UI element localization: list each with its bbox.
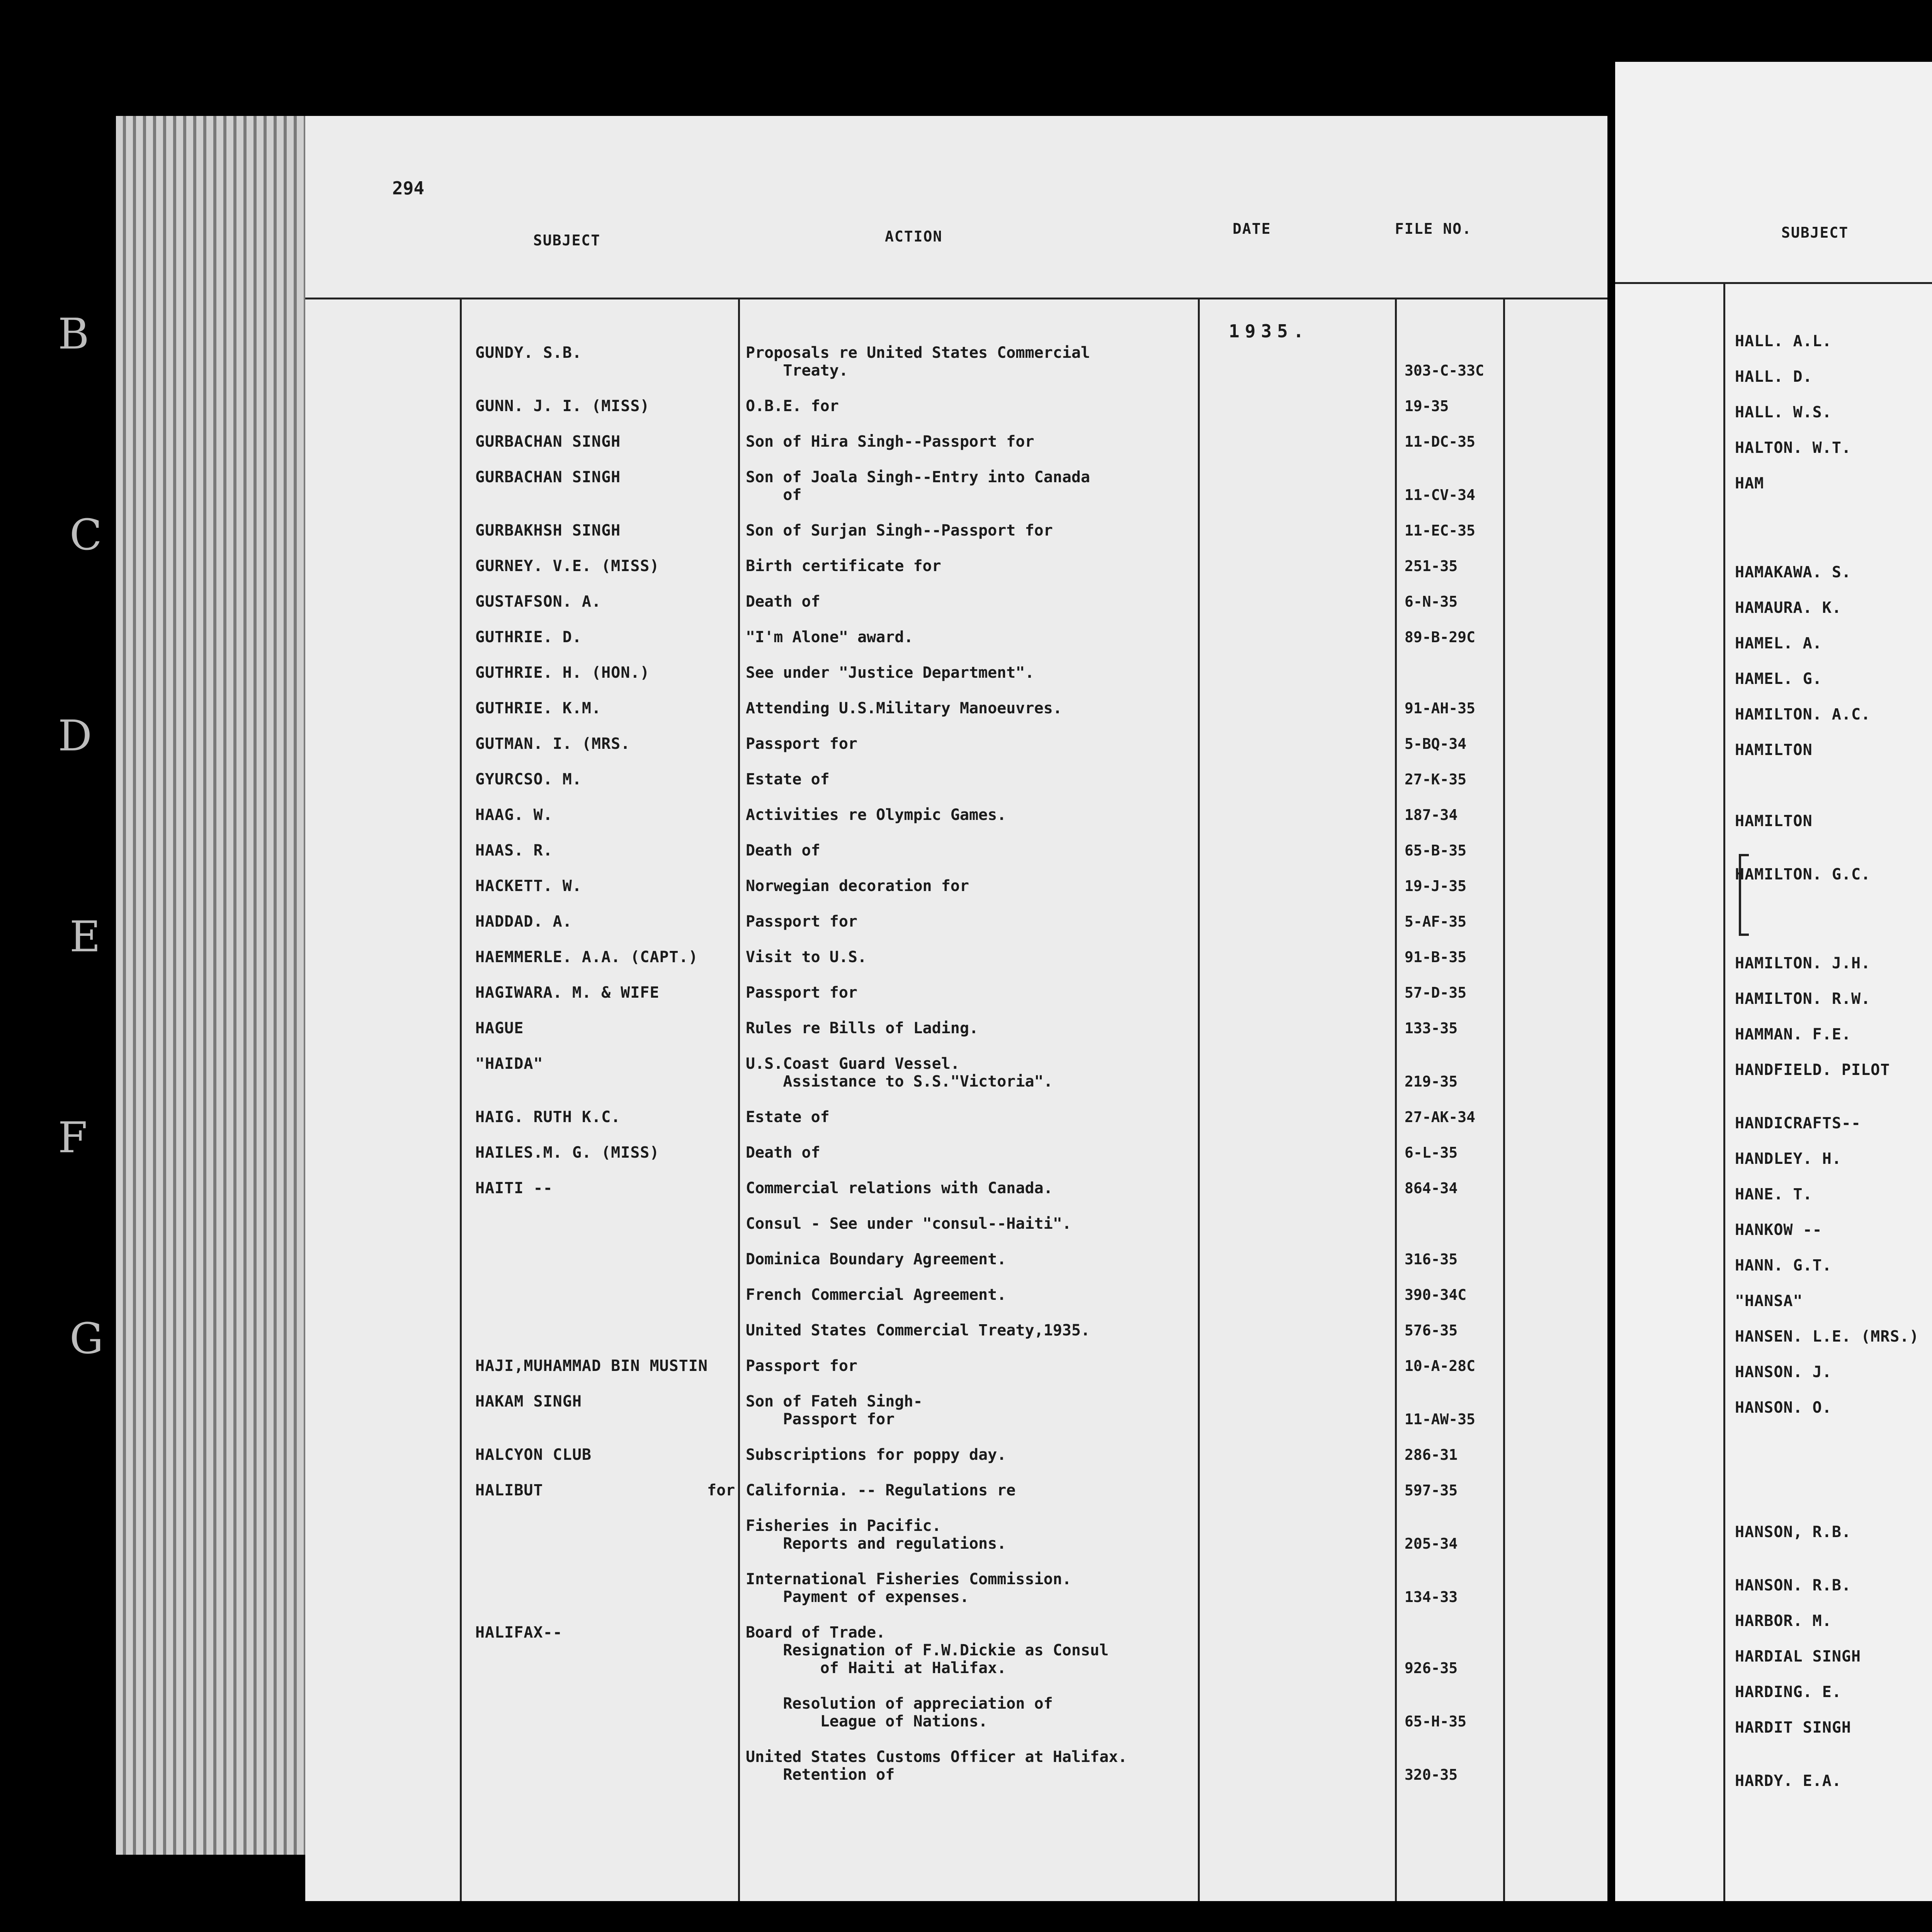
left-entry-subject: GURBACHAN SINGH xyxy=(475,433,621,451)
left-entry-file-no: 65-H-35 xyxy=(1405,1713,1467,1730)
left-page xyxy=(305,116,1607,1901)
left-entry-file-no: 27-AK-34 xyxy=(1405,1109,1476,1126)
right-entry-subject: HANDFIELD. PILOT xyxy=(1735,1061,1890,1079)
index-tab-letter: C xyxy=(70,510,102,560)
left-entry-file-no: 133-35 xyxy=(1405,1020,1458,1037)
left-entry-subject: HAITI -- xyxy=(475,1179,553,1197)
right-entry-subject: HAMILTON. G.C. xyxy=(1735,866,1871,883)
left-entry-subject: GUSTAFSON. A. xyxy=(475,593,602,611)
left-entry-file-no: 11-DC-35 xyxy=(1405,433,1476,450)
left-entry-file-no: 134-33 xyxy=(1405,1588,1458,1605)
left-entry-subject: GUTHRIE. H. (HON.) xyxy=(475,664,650,682)
right-entry-subject: HANSON. O. xyxy=(1735,1399,1832,1417)
left-entry-subject: HAGIWARA. M. & WIFE xyxy=(475,984,660,1002)
left-entry-file-no: 65-B-35 xyxy=(1405,842,1467,859)
left-entry-action: Commercial relations with Canada. xyxy=(746,1179,1053,1197)
left-header-file-no: FILE NO. xyxy=(1395,220,1472,237)
right-entry-subject: HANSEN. L.E. (MRS.) xyxy=(1735,1328,1919,1345)
left-entry-subject: HAJI,MUHAMMAD BIN MUSTIN xyxy=(475,1357,708,1375)
right-entry-subject: HANKOW -- xyxy=(1735,1221,1822,1239)
left-entry-action: Death of xyxy=(746,1144,820,1162)
left-entry-file-no: 91-AH-35 xyxy=(1405,700,1476,717)
left-entry-file-no: 6-L-35 xyxy=(1405,1144,1458,1161)
left-entry-file-no: 320-35 xyxy=(1405,1766,1458,1783)
left-entry-action: Rules re Bills of Lading. xyxy=(746,1019,979,1037)
left-entry-action: O.B.E. for xyxy=(746,397,839,415)
left-rule-2 xyxy=(738,298,740,1901)
left-entry-action: Norwegian decoration for xyxy=(746,877,969,895)
left-entry-action: California. -- Regulations re xyxy=(746,1481,1016,1499)
left-entry-file-no: 11-CV-34 xyxy=(1405,486,1476,503)
right-entry-subject: HAMAURA. K. xyxy=(1735,599,1842,617)
left-entry-subject: HAGUE xyxy=(475,1019,524,1037)
left-entry-file-no: 5-AF-35 xyxy=(1405,913,1467,930)
right-entry-subject: HANSON, R.B. xyxy=(1735,1523,1851,1541)
left-entry-file-no: 187-34 xyxy=(1405,806,1458,823)
left-entry-action: Passport for xyxy=(746,984,857,1002)
left-entry-subject: GUNN. J. I. (MISS) xyxy=(475,397,650,415)
left-entry-action: See under "Justice Department". xyxy=(746,664,1034,682)
left-entry-subject: GYURCSO. M. xyxy=(475,770,582,788)
right-header-subject: SUBJECT xyxy=(1781,224,1849,241)
right-entry-subject: HANSON. J. xyxy=(1735,1363,1832,1381)
right-rule-1 xyxy=(1723,282,1725,1901)
left-entry-action: Death of xyxy=(746,842,820,859)
left-entry-action: Estate of xyxy=(746,770,830,788)
left-entry-action: Consul - See under "consul--Haiti". xyxy=(746,1215,1071,1233)
left-entry-subject: HALCYON CLUB xyxy=(475,1446,592,1464)
left-rule-1 xyxy=(460,298,462,1901)
left-entry-action: Passport for xyxy=(746,1357,857,1375)
right-entry-subject: HALL. D. xyxy=(1735,368,1813,386)
left-entry-action: Son of Fateh Singh- Passport for xyxy=(746,1393,923,1428)
left-entry-file-no: 89-B-29C xyxy=(1405,629,1476,646)
left-entry-subject: GUTMAN. I. (MRS. xyxy=(475,735,631,753)
left-entry-subject: GURBAKHSH SINGH xyxy=(475,522,621,539)
left-entry-action: Activities re Olympic Games. xyxy=(746,806,1007,824)
right-entry-subject: HAMILTON. J.H. xyxy=(1735,954,1871,972)
left-entry-file-no: 11-EC-35 xyxy=(1405,522,1476,539)
right-page xyxy=(1615,62,1932,1901)
right-entry-subject: HARBOR. M. xyxy=(1735,1612,1832,1630)
right-entry-subject: HAMILTON. R.W. xyxy=(1735,990,1871,1008)
left-entry-subject: HALIFAX-- xyxy=(475,1624,563,1641)
left-entry-subject: HAAS. R. xyxy=(475,842,553,859)
left-rule-3 xyxy=(1198,298,1200,1901)
left-entry-subject: HAKAM SINGH xyxy=(475,1393,582,1410)
left-entry-action: Dominica Boundary Agreement. xyxy=(746,1250,1007,1268)
right-entry-subject: HANDICRAFTS-- xyxy=(1735,1114,1861,1132)
right-entry-subject: HALTON. W.T. xyxy=(1735,439,1851,457)
left-entry-file-no: 205-34 xyxy=(1405,1535,1458,1552)
left-entry-file-no: 219-35 xyxy=(1405,1073,1458,1090)
left-entry-action: Attending U.S.Military Manoeuvres. xyxy=(746,699,1062,717)
left-entry-subject: GURNEY. V.E. (MISS) xyxy=(475,557,660,575)
left-entry-file-no: 19-J-35 xyxy=(1405,878,1467,895)
left-entry-action: United States Customs Officer at Halifax. Retention of xyxy=(746,1748,1128,1784)
left-entry-file-no: 864-34 xyxy=(1405,1180,1458,1197)
left-entry-subject: GUNDY. S.B. xyxy=(475,344,582,362)
left-year: 1935. xyxy=(1229,321,1310,342)
right-header-rule xyxy=(1615,282,1932,284)
left-page-number: 294 xyxy=(392,178,425,199)
left-entry-action: Board of Trade. Resignation of F.W.Dickie as Consul of Haiti at Halifax. xyxy=(746,1624,1109,1677)
index-tab-letter: G xyxy=(70,1314,104,1363)
left-entry-action: Son of Surjan Singh--Passport for xyxy=(746,522,1053,539)
right-entry-subject: HAMILTON. A.C. xyxy=(1735,706,1871,723)
left-entry-file-no: 19-35 xyxy=(1405,398,1449,415)
left-entry-file-no: 91-B-35 xyxy=(1405,949,1467,966)
index-tab-letter: F xyxy=(58,1113,88,1162)
left-rule-5 xyxy=(1503,298,1505,1901)
left-entry-file-no: 390-34C xyxy=(1405,1286,1467,1303)
right-entry-subject: HARDY. E.A. xyxy=(1735,1772,1842,1790)
left-entry-action: Estate of xyxy=(746,1108,830,1126)
right-entry-subject: HARDIAL SINGH xyxy=(1735,1648,1861,1665)
left-entry-action: Proposals re United States Commercial Treaty. xyxy=(746,344,1090,379)
left-entry-file-no: 316-35 xyxy=(1405,1251,1458,1268)
right-entry-subject: HAMILTON xyxy=(1735,812,1813,830)
left-entry-action: Fisheries in Pacific. Reports and regulations. xyxy=(746,1517,1007,1553)
index-tab-letter: E xyxy=(70,912,101,961)
left-entry-file-no: 57-D-35 xyxy=(1405,984,1467,1001)
right-entry-subject: HARDIT SINGH xyxy=(1735,1719,1851,1736)
left-entry-action: French Commercial Agreement. xyxy=(746,1286,1007,1304)
left-entry-subject: GURBACHAN SINGH xyxy=(475,468,621,486)
right-entry-subject: HALL. A.L. xyxy=(1735,332,1832,350)
left-entry-file-no: 597-35 xyxy=(1405,1482,1458,1499)
left-entry-action: Birth certificate for xyxy=(746,557,941,575)
left-entry-subject: HADDAD. A. xyxy=(475,913,572,930)
left-entry-action: "I'm Alone" award. xyxy=(746,628,913,646)
index-tab-letter: D xyxy=(58,711,92,760)
left-header-subject: SUBJECT xyxy=(533,232,601,249)
right-entry-subject: "HANSA" xyxy=(1735,1292,1803,1310)
left-entry-action: Visit to U.S. xyxy=(746,948,867,966)
left-entry-subject: HALIBUT xyxy=(475,1481,543,1499)
left-entry-action: Death of xyxy=(746,593,820,611)
left-entry-subject: "HAIDA" xyxy=(475,1055,543,1073)
right-entry-subject: HANDLEY. H. xyxy=(1735,1150,1842,1168)
left-entry-action: Passport for xyxy=(746,735,857,753)
right-entry-subject: HALL. W.S. xyxy=(1735,403,1832,421)
right-entry-subject: HAM xyxy=(1735,474,1764,492)
left-entry-action: Passport for xyxy=(746,913,857,930)
left-entry-subject: HAAG. W. xyxy=(475,806,553,824)
right-entry-subject: HANN. G.T. xyxy=(1735,1257,1832,1274)
left-entry-action: U.S.Coast Guard Vessel. Assistance to S.S."Victoria". xyxy=(746,1055,1053,1090)
right-entry-subject: HAMEL. A. xyxy=(1735,634,1822,652)
left-entry-file-no: 251-35 xyxy=(1405,558,1458,575)
left-entry-file-no: 286-31 xyxy=(1405,1446,1458,1463)
left-entry-subject: HAILES.M. G. (MISS) xyxy=(475,1144,660,1162)
left-entry-file-no: 576-35 xyxy=(1405,1322,1458,1339)
left-entry-subject: GUTHRIE. D. xyxy=(475,628,582,646)
left-entry-subject: HAIG. RUTH K.C. xyxy=(475,1108,621,1126)
right-entry-subject: HAMILTON xyxy=(1735,741,1813,759)
left-entry-file-no: 5-BQ-34 xyxy=(1405,735,1467,752)
left-entry-action: United States Commercial Treaty,1935. xyxy=(746,1321,1090,1339)
right-entry-subject: HARDING. E. xyxy=(1735,1683,1842,1701)
left-entry-file-no: 926-35 xyxy=(1405,1660,1458,1677)
left-header-date: DATE xyxy=(1233,220,1271,237)
left-entry-file-no: 303-C-33C xyxy=(1405,362,1484,379)
left-entry-subject: GUTHRIE. K.M. xyxy=(475,699,602,717)
right-entry-subject: HAMMAN. F.E. xyxy=(1735,1026,1851,1043)
right-entry-subject: HAMAKAWA. S. xyxy=(1735,563,1851,581)
left-entry-action: Son of Joala Singh--Entry into Canada of xyxy=(746,468,1090,504)
left-rule-4 xyxy=(1395,298,1397,1901)
left-entry-file-no: 6-N-35 xyxy=(1405,593,1458,610)
index-tab-letter: B xyxy=(58,309,89,359)
right-entry-subject: HAMEL. G. xyxy=(1735,670,1822,688)
left-header-rule xyxy=(305,298,1607,299)
right-entry-subject: HANE. T. xyxy=(1735,1185,1813,1203)
left-entry-subject-suffix: for xyxy=(707,1481,735,1499)
left-entry-subject: HACKETT. W. xyxy=(475,877,582,895)
left-header-action: ACTION xyxy=(885,228,943,245)
right-entry-subject: HANSON. R.B. xyxy=(1735,1577,1851,1594)
left-entry-file-no: 11-AW-35 xyxy=(1405,1411,1476,1428)
left-entry-action: International Fisheries Commission. Payment of expenses. xyxy=(746,1570,1071,1606)
left-entry-action: Son of Hira Singh--Passport for xyxy=(746,433,1034,451)
left-entry-subject: HAEMMERLE. A.A. (CAPT.) xyxy=(475,948,698,966)
left-entry-file-no: 27-K-35 xyxy=(1405,771,1467,788)
left-entry-action: Subscriptions for poppy day. xyxy=(746,1446,1007,1464)
page-edges xyxy=(116,116,309,1855)
left-entry-action: Resolution of appreciation of League of Nations. xyxy=(783,1695,1053,1730)
left-entry-file-no: 10-A-28C xyxy=(1405,1357,1476,1374)
